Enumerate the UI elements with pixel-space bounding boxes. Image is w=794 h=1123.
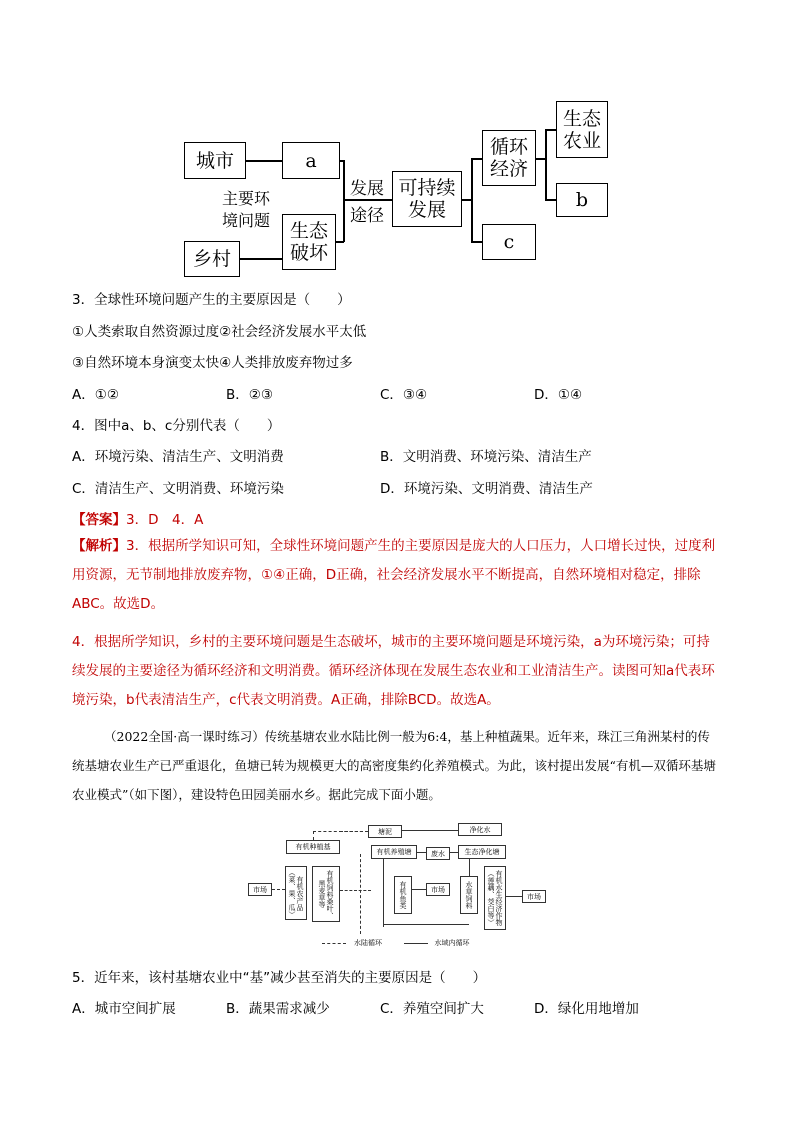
- legend-solid-line: [404, 943, 428, 944]
- main-issue-label: 主要环 境问题: [222, 189, 271, 230]
- connector: [545, 129, 547, 200]
- flow-line: [417, 852, 426, 853]
- connector: [471, 158, 473, 242]
- flow-line: [383, 859, 384, 927]
- connector: [246, 160, 282, 162]
- q5-option-d: D．绿化用地增加: [534, 1001, 639, 1017]
- eco-damage-box: 生态 破坏: [282, 214, 336, 270]
- q3-stem: 3．全球性环境问题产生的主要原因是（ ）: [72, 292, 351, 308]
- flow-line: [313, 831, 314, 840]
- q5-stem: 5．近年来，该村基塘农业中“基”减少甚至消失的主要原因是（ ）: [72, 970, 487, 986]
- market-box-2: 市场: [426, 883, 450, 896]
- flow-line: [383, 924, 469, 925]
- organic-planting-box: 有机种植基: [286, 840, 340, 854]
- connector: [344, 199, 392, 201]
- aquatic-crops-box: 有机水生经济作物（莲藕、茭白等）: [484, 866, 506, 930]
- b-box: b: [556, 183, 608, 217]
- city-box: 城市: [184, 142, 246, 179]
- analysis-paragraph-1: 【解析】3．根据所学知识可知，全球性环境问题产生的主要原因是庞大的人口压力，人口增长过快，过度利用资源，无节制地排放废弃物，①④正确，D正确，社会经济发展水平不断提高，自然环境相对稳定，排除ABC。故选D。: [72, 538, 716, 612]
- legend-water-label: 水域内循环: [434, 939, 470, 947]
- flow-line: [402, 830, 458, 831]
- answer-line: [72, 508, 203, 528]
- a-box: a: [282, 142, 340, 179]
- c-box: c: [482, 224, 536, 260]
- flow-line: [412, 889, 426, 890]
- analysis-tag: 【解析】: [72, 538, 126, 554]
- path-label-bottom: 途径: [350, 206, 384, 226]
- q5-option-c: C．养殖空间扩大: [380, 1001, 484, 1017]
- eco-agriculture-box: 生态 农业: [556, 101, 608, 158]
- q4-option-c: C．清洁生产、文明消费、环境污染: [72, 481, 284, 497]
- connector: [240, 258, 282, 260]
- connector: [545, 199, 556, 201]
- q3-option-b: B．②③: [226, 387, 273, 403]
- market-box-3: 市场: [522, 890, 546, 903]
- circular-economy-box: 循环 经济: [482, 130, 536, 186]
- flow-line: [340, 890, 371, 891]
- flow-line: [469, 859, 470, 876]
- waste-water-box: 废水: [426, 847, 450, 860]
- q3-option-d: D．①④: [534, 387, 583, 403]
- q4-stem: 4．图中a、b、c分别代表（ ）: [72, 418, 281, 434]
- flow-line: [360, 854, 361, 934]
- flow-line: [272, 889, 285, 890]
- q3-statement-2: ③自然环境本身演变太快④人类排放废弃物过多: [72, 355, 353, 371]
- q3-option-a: A．①②: [72, 387, 119, 403]
- flow-line: [450, 852, 458, 853]
- q4-option-b: B．文明消费、环境污染、清洁生产: [380, 449, 592, 465]
- market-box: 市场: [248, 883, 272, 896]
- q5-option-b: B．蔬果需求减少: [226, 1001, 330, 1017]
- q4-option-d: D．环境污染、文明消费、清洁生产: [380, 481, 593, 497]
- flow-line: [506, 896, 522, 897]
- connector: [471, 241, 482, 243]
- organic-aqua-box: 有机养殖塘: [371, 845, 417, 859]
- mud-box: 塘泥: [368, 825, 402, 838]
- connector: [343, 160, 345, 242]
- connector: [545, 129, 556, 131]
- answer-tag: 【答案】: [72, 512, 126, 528]
- eco-pond-box: 生态净化塘: [458, 845, 506, 859]
- aquatic-feed-box: 水草饲料: [460, 876, 478, 914]
- question-intro: （2022全国·高一课时练习）传统基塘农业水陆比例一般为6:4，基上种植蔬果。近年来，珠江三角洲某村的传统基塘农业生产已严重退化，鱼塘已转为规模更大的高密度集约化养殖模式。为此，该村提出发展“有机—双循环基塘农业模式”（如下图），建设特色田园美丽水乡。据此完成下面小题。: [72, 729, 716, 802]
- connector: [336, 241, 344, 243]
- legend-land-label: 水陆循环: [354, 939, 382, 947]
- rural-box: 乡村: [184, 241, 240, 277]
- q5-option-a: A．城市空间扩展: [72, 1001, 176, 1017]
- sustainable-box: 可持续 发展: [392, 171, 462, 227]
- flow-line: [313, 831, 368, 832]
- clean-water-box: 净化水: [458, 823, 502, 836]
- organic-feed-box: 有机饲料桑叶、黑麦草等: [312, 866, 340, 922]
- legend-dashed-line: [322, 943, 346, 944]
- connector: [471, 158, 482, 160]
- q4-option-a: A．环境污染、清洁生产、文明消费: [72, 449, 284, 465]
- analysis-paragraph-2: 4．根据所学知识，乡村的主要环境问题是生态破坏，城市的主要环境问题是环境污染，a为环境污染；可持续发展的主要途径为循环经济和文明消费。循环经济体现在发展生态农业和工业清洁生产。读图可知a代表环境污染，b代表清洁生产，c代表文明消费。A正确，排除BCD。故选A。: [72, 634, 715, 708]
- organic-produce-box: 有机农产品（菜、果、瓜）: [285, 866, 307, 920]
- q3-option-c: C．③④: [380, 387, 428, 403]
- path-label-top: 发展: [350, 179, 384, 199]
- organic-fish-box: 有机鱼类: [394, 876, 412, 914]
- q3-statement-1: ①人类索取自然资源过度②社会经济发展水平太低: [72, 324, 367, 340]
- answer-text: 3．D 4．A: [126, 512, 204, 528]
